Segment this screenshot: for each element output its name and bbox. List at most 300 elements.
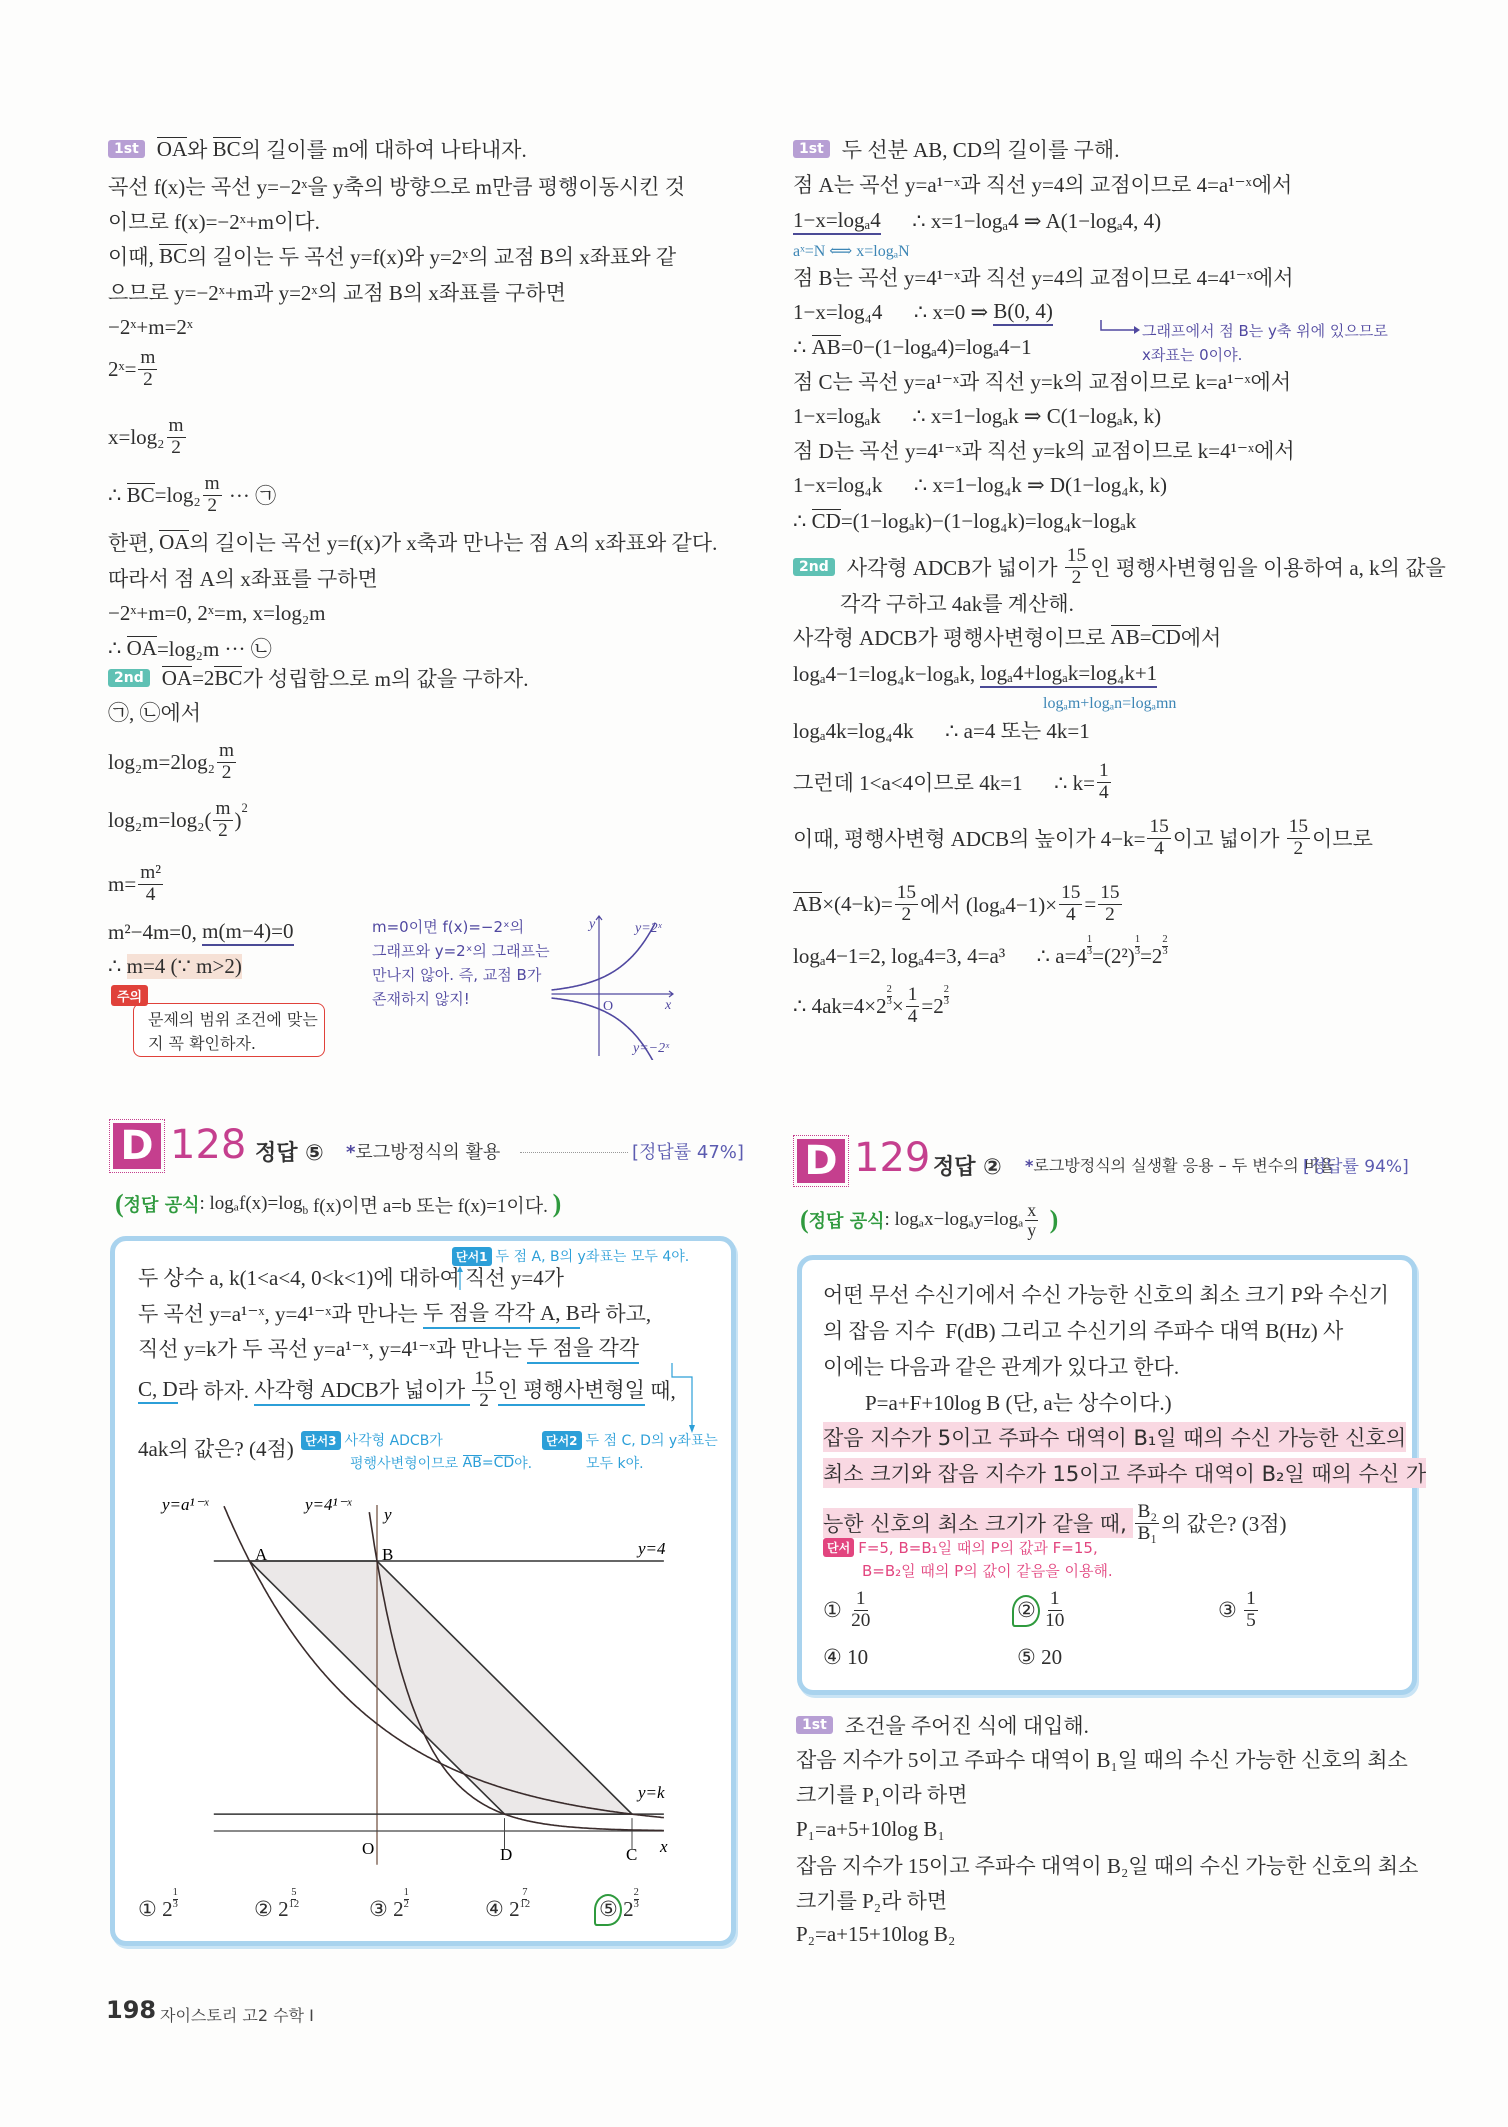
hint-tag: 단서3 bbox=[301, 1431, 341, 1450]
mini-curve2-label: y=−2ˣ bbox=[633, 1041, 670, 1056]
correct-rate: [정답률 47%] bbox=[632, 1142, 744, 1163]
numerator: m bbox=[168, 414, 184, 436]
topic-label bbox=[346, 1138, 500, 1164]
text-line bbox=[793, 262, 1293, 292]
formula-note: logₐm+logₐn=logₐmn bbox=[1043, 695, 1177, 712]
fractional-exponent bbox=[404, 1888, 409, 1910]
formula-note: aˣ=N ⟺ x=logₐN bbox=[793, 243, 910, 260]
text-line bbox=[793, 622, 1221, 652]
underlined-text: 인 평행사변형일 bbox=[498, 1374, 645, 1406]
text-run: −2ˣ+m=2ˣ bbox=[108, 314, 194, 339]
answer-label: 정답 ⑤ bbox=[255, 1141, 324, 1166]
fraction bbox=[1025, 1201, 1038, 1240]
fraction bbox=[895, 883, 918, 926]
fraction bbox=[1287, 817, 1310, 860]
numerator: 1 bbox=[1099, 759, 1109, 781]
topic-text: 로그방정식의 활용 bbox=[355, 1142, 501, 1163]
text-line bbox=[108, 861, 165, 905]
numerator: 15 bbox=[896, 881, 917, 903]
text-line bbox=[793, 169, 1292, 199]
hint-tag: 단서 bbox=[823, 1538, 854, 1557]
text-run: 에서 bbox=[1180, 626, 1222, 650]
choice-option-5[interactable] bbox=[1017, 1642, 1062, 1672]
text-run: 그래프에서 점 B는 y축 위에 있으므로 bbox=[1142, 321, 1388, 340]
exponent-numerator: 1 bbox=[1086, 934, 1093, 945]
text-line bbox=[108, 472, 277, 516]
exponent-numerator: 2 bbox=[633, 1887, 639, 1898]
denominator: 2 bbox=[221, 761, 232, 783]
text-run: P₂=a+15+10log B₂ bbox=[796, 1921, 956, 1946]
text-run: 직선 y=k가 두 곡선 y=a¹⁻ˣ, y=4¹⁻ˣ과 만나는 bbox=[138, 1337, 528, 1361]
superscript: 2 bbox=[241, 801, 248, 815]
segment-overline: AB bbox=[793, 892, 823, 917]
leader-dots bbox=[520, 1152, 628, 1153]
step-badge-1st: 1st bbox=[796, 1716, 833, 1734]
hint-line bbox=[350, 1448, 532, 1478]
text-run: ×(4−k)= bbox=[822, 891, 893, 916]
segment-overline: BC bbox=[212, 137, 241, 162]
text-run: 가 성립함으로 m의 값을 구하자. bbox=[242, 667, 529, 691]
segment-overline: BC bbox=[126, 483, 155, 508]
denominator: B₁ bbox=[1137, 1522, 1158, 1544]
text-run: ① bbox=[823, 1597, 848, 1622]
text-run: 사각형 ADCB가 넓이가 bbox=[846, 556, 1063, 580]
fraction bbox=[213, 799, 232, 842]
numerator: 15 bbox=[1288, 815, 1308, 837]
text-line bbox=[138, 1433, 294, 1463]
text-run: ∴ 4ak=4×2 bbox=[793, 993, 887, 1018]
text-line bbox=[108, 206, 320, 236]
text-run: 이므로 f(x)=−2ˣ+m이다. bbox=[108, 210, 320, 234]
denominator: 4 bbox=[145, 883, 156, 905]
star-icon: * bbox=[346, 1142, 356, 1163]
exponent-numerator: 5 bbox=[291, 1887, 297, 1898]
text-run: 곡선 f(x)는 곡선 y=−2ˣ을 y축의 방향으로 m만큼 평행이동시킨 것 bbox=[108, 175, 686, 199]
text-run: 때, bbox=[644, 1379, 676, 1403]
highlighted-condition: 최소 크기와 잡음 지수가 15이고 주파수 대역이 B₂일 때의 수신 가 bbox=[823, 1458, 1426, 1488]
segment-overline: BC bbox=[214, 666, 243, 691]
caution-tag: 주의 bbox=[111, 985, 148, 1006]
topic-text: 로그방정식의 실생활 응용 – 두 변수의 비율 bbox=[1033, 1156, 1335, 1175]
text-line bbox=[823, 1422, 1406, 1452]
text-line bbox=[793, 544, 1446, 588]
text-run: 의 잡음 지수 F(dB) 그리고 수신기의 주파수 대역 B(Hz) 사 bbox=[823, 1319, 1344, 1343]
text-run: ① 2 bbox=[138, 1896, 173, 1921]
fraction bbox=[138, 863, 163, 906]
text-run: x좌표는 0이야. bbox=[1142, 345, 1243, 364]
numerator: 1 bbox=[1049, 1587, 1060, 1609]
text-line bbox=[796, 1710, 1089, 1740]
highlighted-condition: 능한 신호의 최소 크기가 같을 때, bbox=[823, 1508, 1133, 1538]
exponent-denominator: 3 bbox=[1086, 945, 1093, 957]
underlined-text: 1−x=logₐ4 bbox=[793, 208, 881, 235]
text-run: 이때, bbox=[108, 245, 160, 269]
text-line bbox=[108, 312, 193, 342]
underlined-text: 두 점을 각각 bbox=[527, 1332, 639, 1364]
text-run: 의 길이를 m에 대하여 나타내자. bbox=[240, 138, 527, 162]
choice-option-4[interactable] bbox=[485, 1887, 531, 1924]
text-run: 크기를 P₁이라 하면 bbox=[796, 1783, 968, 1807]
step-badge-2nd: 2nd bbox=[108, 669, 150, 687]
fraction bbox=[1043, 1589, 1066, 1632]
exponent-numerator: 7 bbox=[522, 1887, 528, 1898]
line-k-label: y=k bbox=[638, 1783, 665, 1802]
text-line bbox=[796, 1814, 945, 1844]
caution-line bbox=[148, 1027, 256, 1057]
text-run: : logₐx−logₐy=logₐ bbox=[884, 1209, 1024, 1230]
formula-label: 정답 공식 bbox=[808, 1211, 885, 1232]
text-run: ··· ㉠ bbox=[223, 484, 277, 508]
text-run: 점 A는 곡선 y=a¹⁻ˣ과 직선 y=4의 교점이므로 4=a¹⁻ˣ에서 bbox=[793, 173, 1293, 197]
highlighted-condition: 잡음 지수가 5이고 주파수 대역이 B₁일 때의 수신 가능한 신호의 bbox=[823, 1422, 1406, 1452]
numerator: 15 bbox=[1100, 881, 1120, 903]
text-line bbox=[138, 1367, 676, 1411]
text-run: 잡음 지수가 15이고 주파수 대역이 B₂일 때의 수신 가능한 신호의 최소 bbox=[796, 1854, 1419, 1878]
denominator: 2 bbox=[479, 1389, 489, 1411]
fraction bbox=[138, 348, 157, 391]
point-c-label: C bbox=[626, 1845, 638, 1864]
step-badge-2nd: 2nd bbox=[793, 558, 835, 576]
text-run: 의 값은? (3점) bbox=[1161, 1512, 1287, 1536]
hint-line bbox=[586, 1448, 644, 1478]
text-run: ) bbox=[234, 807, 242, 832]
text-line bbox=[793, 366, 1291, 396]
text-run: logₐ4k=log₄4k ∴ a=4 또는 4k=1 bbox=[793, 719, 1090, 743]
fraction bbox=[203, 474, 222, 517]
underlined-text: C, D bbox=[138, 1377, 178, 1404]
exponent-denominator: 3 bbox=[943, 995, 949, 1007]
choice-option-2[interactable] bbox=[254, 1887, 300, 1924]
text-run: ∴ x=1−logₐ4 ⇒ A(1−logₐ4, 4) bbox=[880, 208, 1162, 233]
numerator: 1 bbox=[1246, 1587, 1256, 1609]
exponent-numerator: 2 bbox=[1162, 934, 1168, 945]
text-run: =(1−logₐk)−(1−log₄k)=log₄k−logₐk bbox=[840, 508, 1137, 533]
text-run: ③ 2 bbox=[369, 1896, 404, 1921]
numerator: m² bbox=[140, 861, 161, 883]
text-run: m²−4m=0, bbox=[108, 919, 203, 944]
text-line bbox=[108, 663, 528, 693]
numerator: m bbox=[219, 739, 235, 761]
text-line bbox=[840, 588, 1074, 618]
exponent-denominator: 3 bbox=[886, 995, 892, 1007]
hint-tag: 단서1 bbox=[452, 1247, 492, 1266]
mini-y-label: y bbox=[589, 917, 596, 932]
segment-overline: OA bbox=[159, 530, 190, 555]
text-run: 의 길이는 두 곡선 y=f(x)와 y=2ˣ의 교점 B의 x좌표와 같 bbox=[187, 245, 677, 269]
text-line bbox=[108, 598, 326, 628]
text-run: ㉠, ㉡에서 bbox=[108, 701, 202, 725]
text-run: 어떤 무선 수신기에서 수신 가능한 신호의 최소 크기 P와 수신기 bbox=[823, 1283, 1390, 1307]
denominator: 20 bbox=[851, 1609, 871, 1631]
text-run: x=log₂ bbox=[108, 424, 165, 449]
choice-option-5[interactable] bbox=[599, 1887, 639, 1924]
problem-letter-badge: D bbox=[797, 1139, 845, 1183]
fraction bbox=[849, 1589, 872, 1632]
text-line bbox=[793, 332, 1032, 362]
text-run: 야. bbox=[514, 1456, 533, 1472]
segment-overline: BC bbox=[159, 244, 188, 269]
text-line bbox=[793, 206, 1161, 236]
text-run: 평행사변형이므로 bbox=[350, 1456, 463, 1472]
text-run: ④ 2 bbox=[485, 1896, 520, 1921]
choice-option-3[interactable] bbox=[1218, 1587, 1260, 1631]
callout-line bbox=[372, 983, 470, 1013]
fraction bbox=[1059, 883, 1082, 926]
numerator: m bbox=[204, 472, 220, 494]
line-4-label: y=4 bbox=[638, 1539, 666, 1558]
parallelogram-ADCB bbox=[250, 1561, 633, 1814]
exponent-numerator: 2 bbox=[886, 984, 892, 995]
text-run: 점 D는 곡선 y=4¹⁻ˣ과 직선 y=k의 교점이므로 k=4¹⁻ˣ에서 bbox=[793, 439, 1295, 463]
text-line bbox=[793, 134, 1119, 164]
text-run: 두 곡선 y=a¹⁻ˣ, y=4¹⁻ˣ과 만나는 bbox=[138, 1302, 423, 1326]
text-run: 모두 k야. bbox=[586, 1456, 644, 1472]
numerator: x bbox=[1027, 1199, 1037, 1220]
denominator: 2 bbox=[207, 494, 217, 516]
text-run: 1−x=logₐk ∴ x=1−logₐk ⇒ C(1−logₐk, k) bbox=[793, 403, 1162, 428]
text-run: 4ak의 값은? (4점) bbox=[138, 1437, 294, 1461]
mini-curve1-label: y=2ˣ bbox=[635, 921, 662, 936]
text-run: 그래프와 y=2ˣ의 그래프는 bbox=[372, 941, 550, 960]
text-run: 라 하고, bbox=[579, 1302, 652, 1326]
text-run: 조건을 주어진 식에 대입해. bbox=[844, 1714, 1089, 1738]
text-run: 이에는 다음과 같은 관계가 있다고 한다. bbox=[823, 1355, 1180, 1379]
point-a-label: A bbox=[255, 1545, 268, 1564]
text-run: =log₂m ··· ㉡ bbox=[156, 637, 272, 661]
choice-option-3[interactable] bbox=[369, 1887, 409, 1924]
text-line bbox=[800, 1199, 1059, 1240]
text-run: ∴ bbox=[793, 508, 812, 533]
text-line bbox=[108, 171, 685, 201]
text-line bbox=[138, 1298, 651, 1328]
fractional-exponent bbox=[634, 1888, 639, 1910]
segment-overline: AB bbox=[1110, 625, 1140, 650]
text-line bbox=[796, 1779, 968, 1809]
text-run: 으므로 y=−2ˣ+m과 y=2ˣ의 교점 B의 x좌표를 구하면 bbox=[108, 281, 566, 305]
text-line bbox=[793, 506, 1136, 536]
segment-overline: OA bbox=[161, 666, 193, 691]
text-run: 라 하자. bbox=[177, 1379, 255, 1403]
underlined-text: 두 점을 각각 A, B bbox=[423, 1297, 580, 1329]
text-line bbox=[793, 983, 949, 1027]
segment-overline: CD bbox=[811, 509, 841, 534]
exponent-numerator: 1 bbox=[172, 1887, 178, 1898]
text-run: 문제의 범위 조건에 맞는 bbox=[148, 1009, 318, 1029]
text-line bbox=[108, 697, 201, 727]
mini-origin-label: O bbox=[603, 999, 614, 1014]
text-line bbox=[793, 297, 1053, 327]
fraction bbox=[1065, 546, 1088, 589]
underlined-text: m(m−4)=0 bbox=[202, 919, 293, 946]
text-run: =0−(1−logₐ4)=logₐ4−1 bbox=[840, 334, 1032, 359]
text-line bbox=[115, 1189, 561, 1219]
text-line bbox=[108, 414, 188, 458]
text-line bbox=[823, 1351, 1179, 1381]
segment-overline: CD bbox=[1151, 625, 1181, 650]
highlighted-text: m=4 (∵ m>2) bbox=[126, 953, 242, 978]
text-run: 인 평행사변형임을 이용하여 a, k의 값을 bbox=[1090, 556, 1446, 580]
text-run: 에서 (logₐ4−1)× bbox=[920, 893, 1058, 917]
fraction bbox=[217, 741, 236, 784]
text-run: 각각 구하고 4ak를 계산해. bbox=[840, 592, 1074, 616]
text-run: =(2²) bbox=[1092, 943, 1135, 968]
text-run: × bbox=[891, 993, 904, 1018]
text-line bbox=[108, 241, 676, 271]
text-run: log₂m=log₂( bbox=[108, 807, 212, 832]
text-run: 두 점 C, D의 y좌표는 bbox=[585, 1433, 718, 1449]
denominator: 2 bbox=[218, 819, 228, 841]
text-run: = bbox=[1084, 891, 1097, 916]
text-run: ② bbox=[1017, 1597, 1042, 1622]
text-run: ⑤ 20 bbox=[1017, 1644, 1063, 1669]
text-run: 따라서 점 A의 x좌표를 구하면 bbox=[108, 567, 378, 591]
x-axis-label: x bbox=[660, 1837, 668, 1856]
fraction bbox=[1135, 1502, 1159, 1545]
text-line bbox=[793, 435, 1295, 465]
exponent-denominator: 3 bbox=[633, 1898, 639, 1910]
text-run: 이고 넓이가 bbox=[1172, 827, 1285, 851]
text-line bbox=[108, 951, 242, 981]
underlined-text: 사각형 ADCB가 넓이가 bbox=[254, 1374, 470, 1406]
denominator: 2 bbox=[1071, 566, 1082, 588]
fraction bbox=[1147, 817, 1170, 860]
text-run: 지 꼭 확인하자. bbox=[148, 1033, 256, 1053]
text-line bbox=[793, 401, 1161, 431]
exponent-denominator: 2 bbox=[403, 1898, 409, 1910]
text-run: 의 길이는 곡선 y=f(x)가 x축과 만나는 점 A의 x좌표와 같다. bbox=[189, 531, 718, 555]
denominator: 2 bbox=[901, 903, 912, 925]
mini-x-axis bbox=[552, 991, 674, 997]
point-d-label: D bbox=[500, 1845, 513, 1864]
denominator: 4 bbox=[907, 1005, 918, 1027]
text-run: 두 상수 a, k(1<a<4, 0<k<1)에 대하여 직선 y=4가 bbox=[138, 1266, 564, 1290]
text-line bbox=[793, 715, 1090, 745]
numerator: 15 bbox=[1061, 881, 1081, 903]
fraction bbox=[1097, 761, 1111, 804]
text-run: =log₂ bbox=[154, 482, 201, 507]
text-run: F=5, B=B₁일 때의 P의 값과 F=15, bbox=[858, 1538, 1098, 1557]
fractional-exponent bbox=[173, 1888, 178, 1910]
text-run: 2ˣ= bbox=[108, 356, 137, 381]
text-run: ∴ bbox=[108, 482, 127, 507]
fractional-exponent bbox=[944, 985, 949, 1007]
text-run: ∴ bbox=[793, 334, 812, 359]
answer-label: 정답 ② bbox=[933, 1155, 1002, 1180]
numerator: 1 bbox=[907, 983, 918, 1005]
choice-option-2[interactable] bbox=[1017, 1587, 1068, 1631]
denominator: 4 bbox=[1065, 903, 1076, 925]
text-line bbox=[865, 1387, 1172, 1417]
segment-overline: AB bbox=[811, 335, 841, 360]
point-b-label: B bbox=[382, 1545, 394, 1564]
text-line bbox=[793, 470, 1167, 500]
exponent-denominator: 3 bbox=[172, 1898, 178, 1910]
text-run: 한편, bbox=[108, 531, 160, 555]
text-line bbox=[108, 277, 566, 307]
text-run: 두 선분 AB, CD의 길이를 구해. bbox=[841, 138, 1120, 162]
text-line bbox=[108, 527, 717, 557]
text-line bbox=[108, 739, 238, 783]
page-number: 198 bbox=[106, 1996, 157, 2024]
text-line bbox=[108, 917, 294, 947]
text-run: log₂m=2log₂ bbox=[108, 749, 215, 774]
text-run: : logₐf(x)=log bbox=[199, 1193, 303, 1214]
text-run: ⑤ 2 bbox=[599, 1896, 634, 1921]
numerator: 15 bbox=[1066, 544, 1087, 566]
denominator: y bbox=[1027, 1219, 1037, 1240]
choice-option-1[interactable] bbox=[138, 1887, 178, 1924]
text-line bbox=[793, 881, 1124, 925]
segment-overline: CD bbox=[493, 1455, 515, 1472]
denominator: 2 bbox=[1105, 903, 1115, 925]
text-run: ④ 10 bbox=[823, 1644, 869, 1669]
text-run: 점 C는 곡선 y=a¹⁻ˣ과 직선 y=k의 교점이므로 k=a¹⁻ˣ에서 bbox=[793, 370, 1292, 394]
numerator: 1 bbox=[855, 1587, 866, 1609]
text-run: f(x)이면 a=b 또는 f(x)=1이다. bbox=[308, 1195, 553, 1217]
text-line bbox=[138, 1333, 639, 1363]
text-run: B=B₂일 때의 P의 값이 같음을 이용해. bbox=[862, 1561, 1113, 1580]
text-line bbox=[108, 797, 248, 841]
text-run: 그런데 1<a<4이므로 4k=1 ∴ k= bbox=[793, 771, 1096, 795]
hint-line bbox=[862, 1555, 1113, 1585]
text-run: ∴ bbox=[108, 953, 127, 978]
parallelogram-graph bbox=[150, 1480, 695, 1880]
origin-label: O bbox=[362, 1839, 375, 1858]
text-run: −2ˣ+m=0, 2ˣ=m, x=log₂m bbox=[108, 600, 326, 625]
text-run: =2 bbox=[192, 665, 215, 690]
book-title: 자이스토리 고2 수학 I bbox=[160, 2006, 314, 2025]
text-line bbox=[796, 1744, 1408, 1774]
text-run: 점 B는 곡선 y=4¹⁻ˣ과 직선 y=4의 교점이므로 4=4¹⁻ˣ에서 bbox=[793, 266, 1294, 290]
exponent-denominator: 12 bbox=[288, 1898, 300, 1910]
y-axis-label: y bbox=[384, 1505, 392, 1524]
choice-option-4[interactable] bbox=[823, 1642, 868, 1672]
exponent-denominator: 12 bbox=[519, 1898, 531, 1910]
underlined-text: logₐ4+logₐk=log₄k+1 bbox=[980, 661, 1157, 688]
denominator: 2 bbox=[1293, 837, 1304, 859]
text-run: P₁=a+5+10log B₁ bbox=[796, 1816, 945, 1841]
denominator: 4 bbox=[1099, 781, 1109, 803]
numerator: m bbox=[140, 346, 156, 368]
formula-bracket: ( bbox=[115, 1189, 124, 1218]
text-line bbox=[823, 1279, 1389, 1309]
text-line bbox=[796, 1850, 1418, 1880]
curve-a-label: y=a¹⁻ˣ bbox=[162, 1495, 209, 1514]
formula-bracket: ) bbox=[1049, 1205, 1059, 1234]
fractional-exponent bbox=[289, 1888, 300, 1910]
segment-overline: OA bbox=[126, 636, 157, 661]
numerator: 15 bbox=[474, 1367, 494, 1389]
text-line bbox=[108, 346, 159, 390]
numerator: 15 bbox=[1149, 815, 1169, 837]
segment-overline: OA bbox=[156, 137, 188, 162]
text-run: 와 bbox=[187, 138, 213, 162]
text-line bbox=[793, 815, 1373, 859]
problem-letter-badge: D bbox=[113, 1123, 161, 1169]
annotation-arrow-icon bbox=[1100, 318, 1140, 338]
text-run: 1−x=log₄k ∴ x=1−log₄k ⇒ D(1−log₄k, k) bbox=[793, 472, 1168, 497]
text-run: 두 점 A, B의 y좌표는 모두 4야. bbox=[495, 1249, 690, 1265]
formula-label: 정답 공식 bbox=[123, 1195, 200, 1216]
choice-option-1[interactable] bbox=[823, 1587, 874, 1631]
text-line bbox=[796, 1919, 955, 1949]
star-icon: * bbox=[1025, 1156, 1034, 1175]
text-run: 이므로 bbox=[1312, 827, 1373, 851]
annotation-line bbox=[1142, 339, 1242, 369]
text-run: ② 2 bbox=[254, 1896, 289, 1921]
problem-number: 128 bbox=[170, 1122, 247, 1168]
text-run: 크기를 P₂라 하면 bbox=[796, 1889, 948, 1913]
